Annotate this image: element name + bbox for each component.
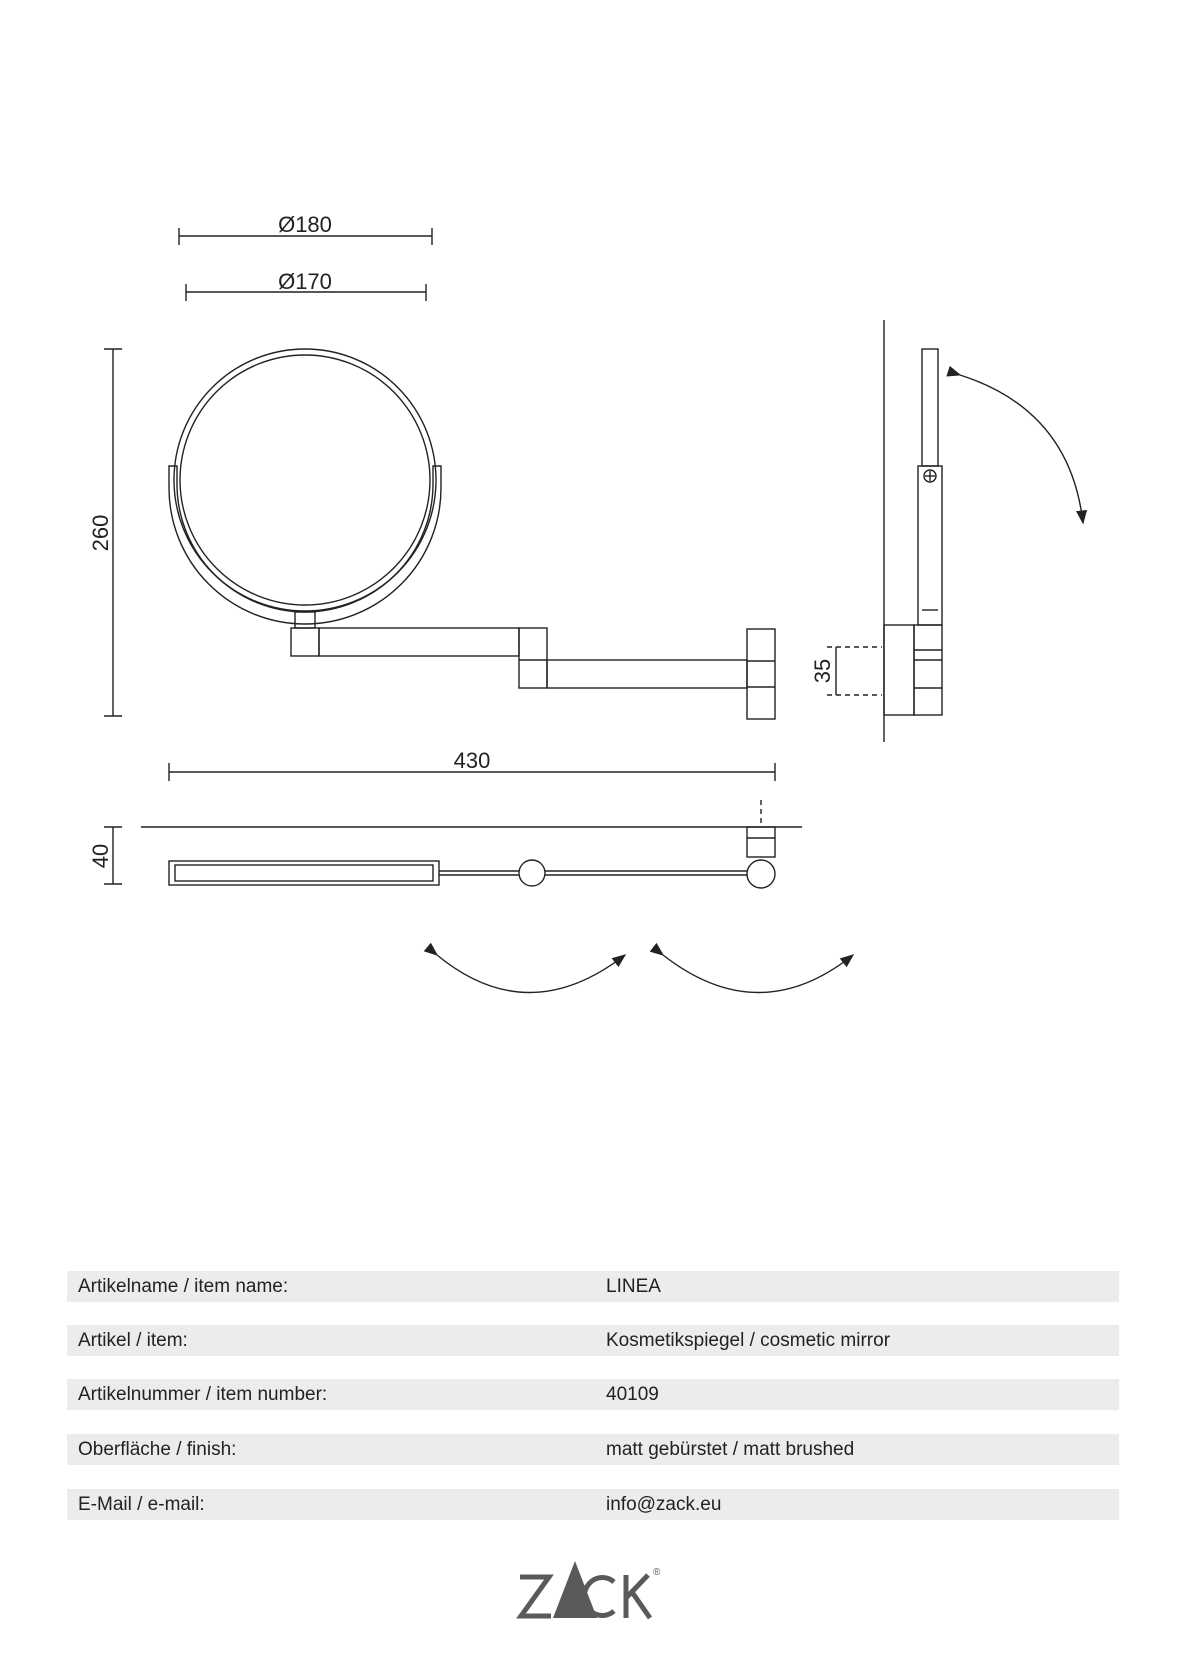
swivel-arrow-right	[663, 955, 853, 993]
arm-lower-bar	[547, 660, 747, 688]
width-dimension	[169, 748, 775, 781]
mount-height-dimension	[810, 647, 882, 695]
inner-diameter-dimension	[186, 269, 426, 301]
side-mirror-frame	[922, 349, 938, 466]
swivel-arrow-left	[437, 955, 625, 993]
info-row-email	[67, 1489, 1119, 1520]
arm-middle-joint	[519, 628, 547, 688]
item-label: Artikel / item:	[78, 1330, 188, 1351]
mount-height-label: 35	[810, 658, 835, 684]
info-row-item	[67, 1325, 1119, 1356]
side-mount-block	[914, 625, 942, 715]
finish-value: matt gebürstet / matt brushed	[606, 1439, 855, 1460]
wall-mount-top	[747, 827, 775, 857]
mirror-outer-ring	[174, 349, 436, 611]
registered-mark: ®	[653, 1567, 661, 1578]
height-dimension	[88, 349, 122, 716]
item-number-value: 40109	[606, 1384, 659, 1405]
mirror-inner-ring	[180, 355, 430, 605]
finish-label: Oberfläche / finish:	[78, 1439, 237, 1460]
info-row-finish	[67, 1434, 1119, 1465]
wall-joint-top	[747, 860, 775, 888]
logo-letter-z	[520, 1577, 551, 1616]
item-name-label: Artikelname / item name:	[78, 1276, 289, 1297]
depth-dimension	[88, 827, 122, 884]
arm-joint-left	[291, 628, 319, 656]
tilt-arrow	[960, 375, 1083, 523]
info-row-item-name	[67, 1271, 1119, 1302]
mirror-front-view	[169, 349, 441, 624]
mirror-edge-inner	[175, 865, 433, 881]
depth-label: 40	[88, 843, 113, 869]
mirror-top-view	[141, 800, 802, 888]
arm-upper-bar	[319, 628, 519, 656]
outer-diameter-dimension	[179, 212, 432, 245]
mirror-side-view	[884, 320, 1083, 742]
zack-logo	[515, 1555, 675, 1625]
side-arm	[918, 466, 942, 625]
item-name-value: LINEA	[606, 1276, 661, 1297]
width-label: 430	[453, 748, 491, 773]
arm-neck	[295, 612, 315, 628]
height-label: 260	[88, 514, 113, 552]
swing-arm-front-view	[291, 612, 775, 719]
item-number-label: Artikelnummer / item number:	[78, 1384, 328, 1405]
outer-diameter-label: Ø180	[278, 212, 332, 237]
email-label: E-Mail / e-mail:	[78, 1494, 205, 1515]
arm-joint-top	[519, 860, 545, 886]
wall-plate	[747, 629, 775, 719]
inner-diameter-label: Ø170	[278, 269, 332, 294]
item-value: Kosmetikspiegel / cosmetic mirror	[606, 1330, 891, 1351]
logo-triangle-a	[553, 1561, 597, 1618]
info-row-item-number	[67, 1379, 1119, 1410]
logo-letter-k	[626, 1575, 650, 1618]
email-value: info@zack.eu	[606, 1494, 722, 1515]
side-mount-plate	[884, 625, 914, 715]
mirror-yoke	[169, 466, 441, 624]
